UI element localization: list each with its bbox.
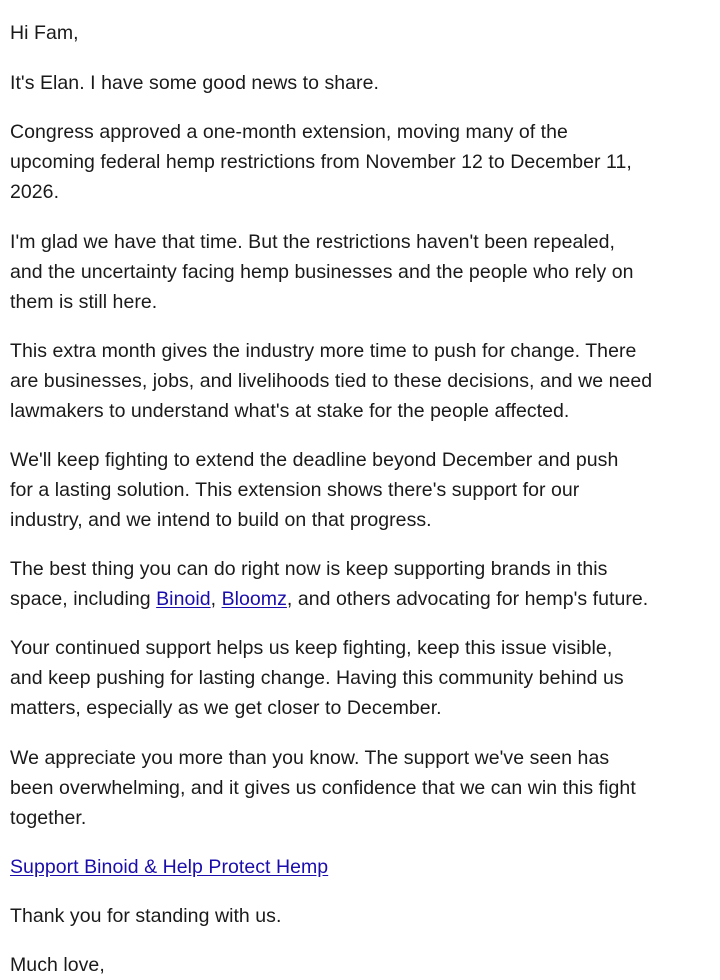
support-binoid-link[interactable]: Support Binoid & Help Protect Hemp	[10, 856, 329, 878]
paragraph-5-suffix: , and others advocating for hemp's future.	[286, 588, 649, 610]
paragraph-6-line-2: and keep pushing for lasting change. Having this community behind us	[10, 667, 624, 689]
paragraph-7-line-1: We appreciate you more than you know. The support we've seen has	[10, 747, 610, 769]
thanks-line: Thank you for standing with us.	[10, 905, 282, 927]
paragraph-5-line-1: The best thing you can do right now is keep supporting brands in this	[10, 558, 608, 580]
paragraph-4-line-1: We'll keep fighting to extend the deadline beyond December and push	[10, 449, 619, 471]
paragraph-5-line-2	[10, 584, 648, 614]
paragraph-4-line-2: for a lasting solution. This extension shows there's support for our	[10, 479, 580, 501]
paragraph-7-line-3: together.	[10, 807, 87, 829]
paragraph-2-line-3: them is still here.	[10, 291, 158, 313]
paragraph-4-line-3: industry, and we intend to build on that progress.	[10, 509, 432, 531]
paragraph-2-line-2: and the uncertainty facing hemp businesses and the people who rely on	[10, 261, 634, 283]
paragraph-7-line-2: been overwhelming, and it gives us confidence that we can win this fight	[10, 777, 636, 799]
paragraph-3-line-3: lawmakers to understand what's at stake for the people affected.	[10, 400, 570, 422]
paragraph-3-line-2: are businesses, jobs, and livelihoods tied to these decisions, and we need	[10, 370, 653, 392]
paragraph-2-line-1: I'm glad we have that time. But the restrictions haven't been repealed,	[10, 231, 616, 253]
signoff-line: Much love,	[10, 954, 105, 976]
paragraph-1-line-3: 2026.	[10, 181, 60, 203]
paragraph-1-line-2: upcoming federal hemp restrictions from November 12 to December 11,	[10, 151, 632, 173]
greeting: Hi Fam,	[10, 22, 79, 44]
cta-line	[10, 852, 328, 882]
paragraph-6-line-1: Your continued support helps us keep fighting, keep this issue visible,	[10, 637, 613, 659]
link-separator: ,	[210, 588, 222, 610]
paragraph-5-prefix: space, including	[10, 588, 157, 610]
paragraph-1-line-1: Congress approved a one-month extension, moving many of the	[10, 121, 568, 143]
paragraph-3-line-1: This extra month gives the industry more time to push for change. There	[10, 340, 637, 362]
intro-line: It's Elan. I have some good news to share.	[10, 72, 379, 94]
binoid-link[interactable]: Binoid	[156, 588, 211, 610]
bloomz-link[interactable]: Bloomz	[221, 588, 287, 610]
paragraph-6-line-3: matters, especially as we get closer to December.	[10, 697, 442, 719]
